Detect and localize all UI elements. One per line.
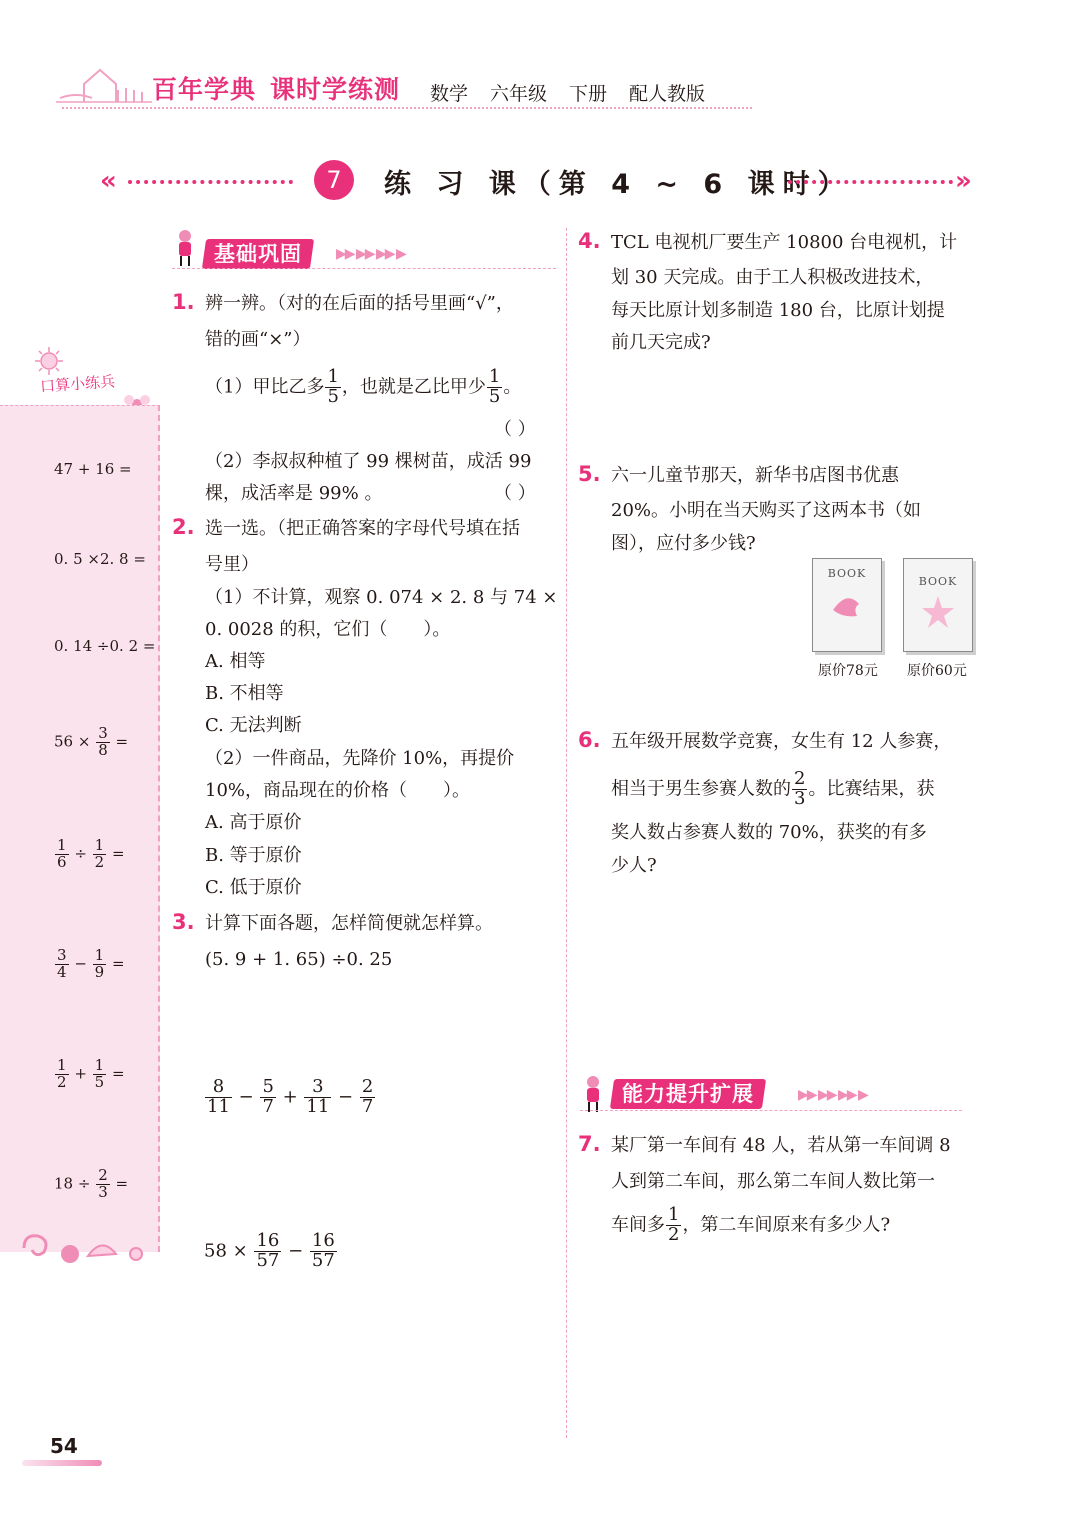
book-info bbox=[430, 79, 727, 106]
question-line: 人到第二车间，那么第二车间人数比第一 bbox=[611, 1171, 935, 1192]
question-line: 车间多 $\frac{1}{2}$ ，第二车间原来有多少人? bbox=[611, 1204, 891, 1245]
lesson-number-badge: 7 bbox=[314, 160, 354, 200]
book-image-1 bbox=[812, 558, 882, 652]
question-part: （1）甲比乙多 $\frac{1}{5}$ ，也就是乙比甲少 $\frac{1}{5}$ 。 bbox=[205, 366, 522, 407]
grade-label: 六年级 bbox=[490, 83, 548, 105]
book-image-2 bbox=[903, 558, 973, 652]
question-stem: 辨一辨。（对的在后面的括号里画“√”， bbox=[205, 293, 514, 314]
question-number: 7. bbox=[578, 1132, 601, 1156]
edition-label: 配人教版 bbox=[629, 83, 706, 105]
question-part: （2）一件商品，先降价 10%，再提价 bbox=[205, 748, 515, 769]
question-line: 每天比原计划多制造 180 台，比原计划提 bbox=[611, 300, 945, 321]
section-banner-advanced bbox=[610, 1079, 766, 1109]
brand-series: 课时学练测 bbox=[270, 75, 401, 104]
question-part: （2）李叔叔种植了 99 棵树苗，成活 99 bbox=[205, 451, 532, 472]
question-stem: 选一选。（把正确答案的字母代号填在括 bbox=[205, 518, 520, 539]
swirl-decoration-icon bbox=[18, 1226, 148, 1268]
question-number: 4. bbox=[578, 229, 601, 253]
expression-1: (5. 9 + 1. 65) ÷0. 25 bbox=[205, 949, 393, 970]
question-part: 10%，商品现在的价格（ ）。 bbox=[205, 780, 471, 801]
option-a: A. 相等 bbox=[205, 651, 266, 672]
section-title: 能力提升扩展 bbox=[622, 1082, 754, 1106]
section-title: 基础巩固 bbox=[214, 242, 302, 266]
sidebar-item: $\frac{3}{4}$ − $\frac{1}{9}$ = bbox=[57, 946, 125, 981]
question-stem: 号里） bbox=[205, 554, 259, 575]
section-banner-basic bbox=[202, 239, 314, 269]
header-rule bbox=[62, 107, 752, 109]
question-number: 3. bbox=[172, 910, 195, 934]
question-line: 某厂第一车间有 48 人，若从第一车间调 8 bbox=[611, 1135, 951, 1156]
question-line: TCL 电视机厂要生产 10800 台电视机，计 bbox=[611, 232, 958, 253]
question-line: 前几天完成? bbox=[611, 332, 711, 353]
subject-label: 数学 bbox=[430, 83, 469, 105]
option-c: C. 无法判断 bbox=[205, 715, 302, 736]
question-number: 5. bbox=[578, 462, 601, 486]
question-part: 棵，成活率是 99% 。 bbox=[205, 483, 383, 504]
sidebar-item: 18 ÷ $\frac{2}{3}$ = bbox=[54, 1166, 129, 1201]
arrow-decoration-icon: ▶▶ ▶▶ ▶▶ ▶ bbox=[336, 246, 405, 262]
double-chevron-left-icon: « bbox=[100, 166, 117, 196]
question-line: 少人? bbox=[611, 855, 657, 876]
column-divider bbox=[566, 228, 567, 1438]
sidebar-title: 口算小练兵 bbox=[39, 372, 116, 396]
section-rule bbox=[172, 268, 556, 269]
girl-mascot-icon bbox=[582, 1074, 604, 1114]
question-line: 六一儿童节那天，新华书店图书优惠 bbox=[611, 465, 899, 486]
brand-title bbox=[152, 70, 414, 106]
double-chevron-right-icon: » bbox=[955, 166, 972, 196]
question-line: 五年级开展数学竞赛，女生有 12 人参赛， bbox=[611, 731, 952, 752]
sidebar-item: 0. 5 ×2. 8 = bbox=[54, 550, 146, 568]
house-logo-icon bbox=[56, 62, 152, 106]
sidebar-item: 47 + 16 = bbox=[54, 460, 132, 478]
sidebar-item: 0. 14 ÷0. 2 = bbox=[54, 637, 156, 655]
lesson-title: 练 习 课（第 4 ~ 6 课时） bbox=[384, 169, 853, 200]
girl-mascot-icon bbox=[174, 228, 196, 268]
option-c: C. 低于原价 bbox=[205, 877, 302, 898]
mental-math-sidebar bbox=[0, 405, 160, 1252]
question-line: 20%。小明在当天购买了这两本书（如 bbox=[611, 500, 922, 521]
question-line: 图），应付多少钱? bbox=[611, 533, 756, 554]
question-line: 相当于男生参赛人数的 $\frac{2}{3}$ 。比赛结果，获 bbox=[611, 768, 935, 809]
book-price-2: 原价60元 bbox=[907, 663, 967, 679]
question-part: 0. 0028 的积，它们（ ）。 bbox=[205, 619, 451, 640]
answer-blank[interactable]: （ ） bbox=[494, 483, 536, 504]
sidebar-item: $\frac{1}{2}$ + $\frac{1}{5}$ = bbox=[57, 1056, 125, 1091]
expression-2: $\frac{8}{11}$ − $\frac{5}{7}$ + $\frac{3}{11}$ − $\frac{2}{7}$ bbox=[207, 1076, 374, 1117]
question-part: （1）不计算，观察 0. 074 × 2. 8 与 74 × bbox=[205, 587, 558, 608]
sidebar-item: 56 × $\frac{3}{8}$ = bbox=[54, 724, 129, 759]
question-line: 划 30 天完成。由于工人积极改进技术， bbox=[611, 267, 934, 288]
sun-icon bbox=[34, 346, 64, 376]
question-number: 2. bbox=[172, 515, 195, 539]
option-b: B. 等于原价 bbox=[205, 845, 302, 866]
title-dotted-line-left bbox=[128, 180, 293, 184]
arrow-decoration-icon: ▶▶ ▶▶ ▶▶ ▶ bbox=[798, 1087, 867, 1103]
volume-label: 下册 bbox=[569, 83, 608, 105]
answer-blank[interactable]: （ ） bbox=[494, 419, 536, 440]
title-dotted-line-right bbox=[788, 180, 953, 184]
book-cover-label: BOOK bbox=[827, 567, 867, 580]
expression-3: 58 × $\frac{16}{57}$ − $\frac{16}{57}$ bbox=[204, 1230, 335, 1271]
page-number-bar bbox=[22, 1460, 102, 1466]
star-icon bbox=[904, 588, 972, 638]
section-rule bbox=[580, 1110, 962, 1111]
book-cover-label: BOOK bbox=[918, 575, 958, 588]
option-b: B. 不相等 bbox=[205, 683, 284, 704]
dove-icon bbox=[813, 580, 881, 630]
book-price-1: 原价78元 bbox=[818, 663, 878, 679]
option-a: A. 高于原价 bbox=[205, 812, 302, 833]
sidebar-item: $\frac{1}{6}$ ÷ $\frac{1}{2}$ = bbox=[57, 836, 125, 871]
question-number: 6. bbox=[578, 728, 601, 752]
page-number: 54 bbox=[50, 1434, 78, 1458]
brand-name: 百年学典 bbox=[152, 75, 257, 104]
question-number: 1. bbox=[172, 290, 195, 314]
question-stem: 错的画“×”） bbox=[205, 329, 311, 350]
question-line: 奖人数占参赛人数的 70%，获奖的有多 bbox=[611, 822, 927, 843]
question-stem: 计算下面各题，怎样简便就怎样算。 bbox=[205, 913, 493, 934]
